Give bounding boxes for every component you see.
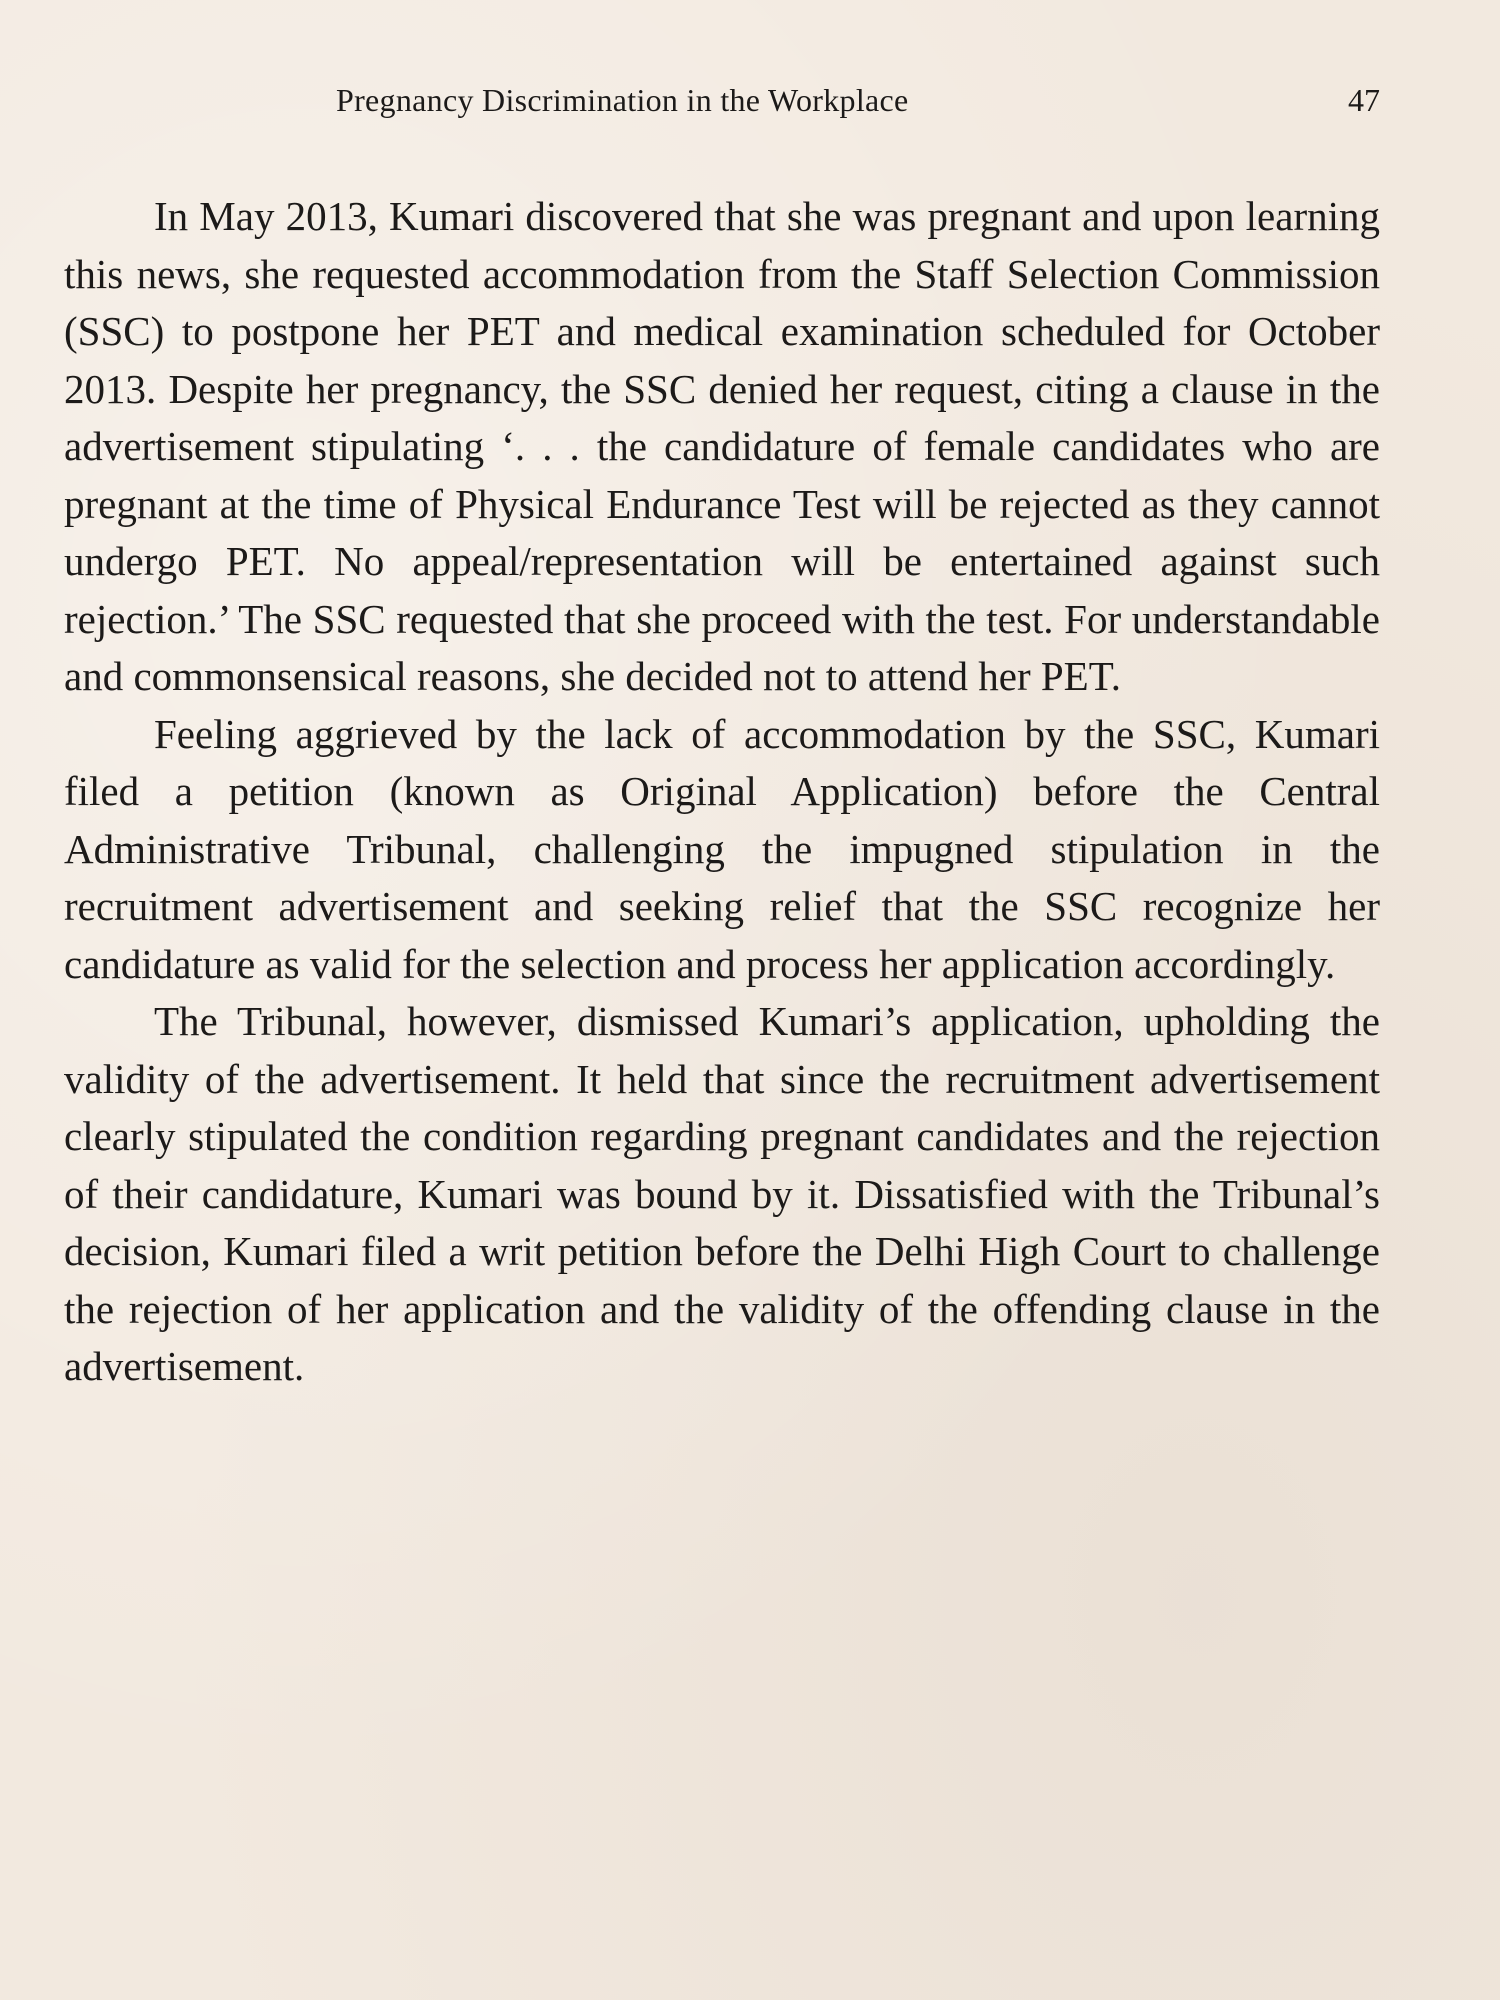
body-text [64, 188, 1380, 1396]
paragraph: Feeling aggrieved by the lack of accommodation by the SSC, Kumari filed a petition (known as Original Application) before the Central Administrative Tribunal, challenging the impugned stipulation in the recruitment advertisement and seeking relief that the SSC recognize her candidature as valid for the selection and process her application accordingly. [64, 710, 1380, 987]
running-head [64, 82, 1380, 126]
page-number: 47 [1348, 82, 1380, 118]
paragraph: In May 2013, Kumari discovered that she was pregnant and upon learning this news, she requested accommodation from the Staff Selection Commission (SSC) to postpone her PET and medical examination scheduled for October 2013. Despite her pregnancy, the SSC denied her request, citing a clause in the advertisement stipulating ‘. . . the candidature of female candidates who are pregnant at the time of Physical Endurance Test will be rejected as they cannot undergo PET. No appeal/representation will be entertained against such rejection.’ The SSC requested that she proceed with the test. For understandable and commonsensical reasons, she decided not to attend her PET. [64, 193, 1380, 699]
running-title: Pregnancy Discrimination in the Workplace [336, 82, 909, 118]
paragraph: The Tribunal, however, dismissed Kumari’s application, upholding the validity of the advertisement. It held that since the recruitment advertisement clearly stipulated the condition regarding pregnant candidates and the rejection of their candidature, Kumari was bound by it. Dissatisfied with the Tribunal’s decision, Kumari filed a writ petition before the Delhi High Court to challenge the rejection of her application and the validity of the offending clause in the advertisement. [64, 998, 1380, 1389]
